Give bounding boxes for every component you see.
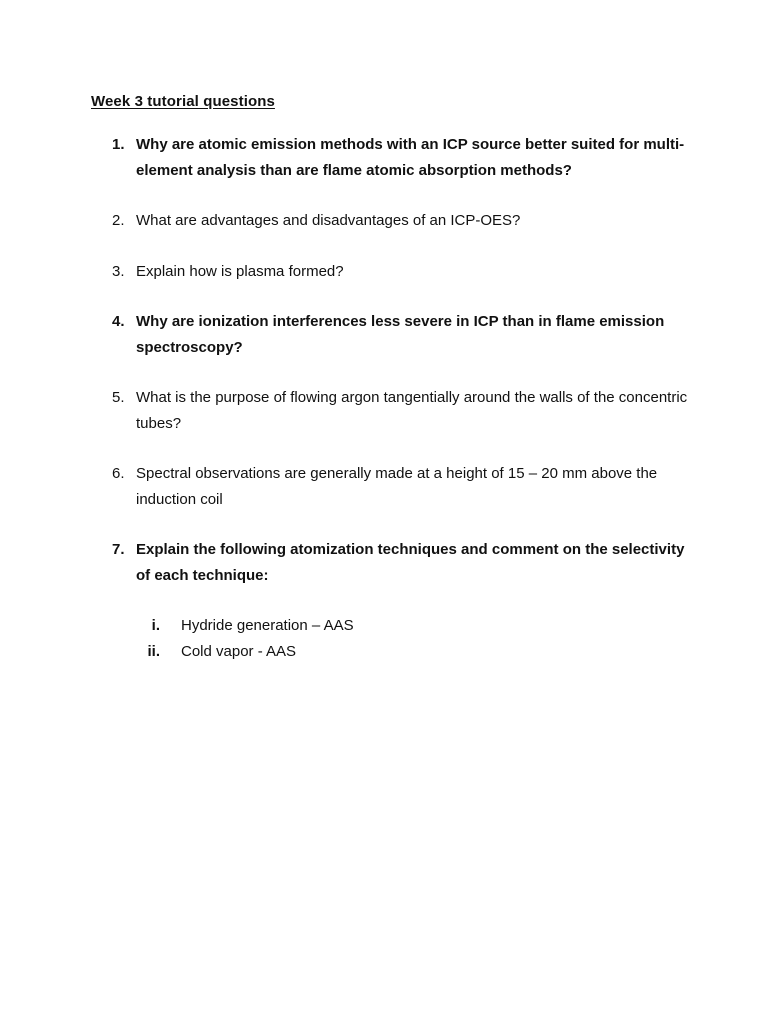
subitem-1 — [140, 613, 354, 639]
subitem-list — [140, 613, 354, 665]
question-number: 6. — [112, 465, 125, 482]
subitem-text: Hydride generation – AAS — [181, 617, 354, 634]
question-number: 3. — [112, 262, 125, 280]
question-3 — [112, 259, 692, 285]
question-1 — [112, 132, 692, 183]
question-text: Explain the following atomization techniques and comment on the selectivity of each technique: — [136, 541, 685, 584]
subitem-number: ii. — [147, 643, 160, 660]
question-text: What is the purpose of flowing argon tangentially around the walls of the concentric tubes? — [136, 389, 688, 432]
question-number: 2. — [112, 212, 125, 229]
page-title: Week 3 tutorial questions — [91, 93, 275, 110]
question-6 — [112, 461, 692, 512]
question-number: 5. — [112, 389, 125, 406]
question-text: Why are atomic emission methods with an ICP source better suited for multi-element analysis than are flame atomic absorption methods? — [136, 136, 685, 179]
subitem-number: i. — [151, 617, 160, 634]
question-5 — [112, 385, 692, 436]
question-list — [112, 132, 692, 613]
question-7 — [112, 537, 692, 588]
question-2 — [112, 208, 692, 234]
question-number: 7. — [112, 541, 125, 558]
question-text: Explain how is plasma formed? — [136, 262, 344, 280]
question-number: 4. — [112, 313, 125, 330]
question-number: 1. — [112, 136, 125, 153]
question-text: What are advantages and disadvantages of an ICP-OES? — [136, 212, 521, 229]
question-text: Spectral observations are generally made at a height of 15 – 20 mm above the induction coil — [136, 465, 658, 508]
question-text: Why are ionization interferences less severe in ICP than in flame emission spectroscopy? — [136, 313, 665, 356]
subitem-2 — [140, 639, 354, 665]
subitem-text: Cold vapor - AAS — [181, 643, 297, 660]
question-4 — [112, 309, 692, 360]
